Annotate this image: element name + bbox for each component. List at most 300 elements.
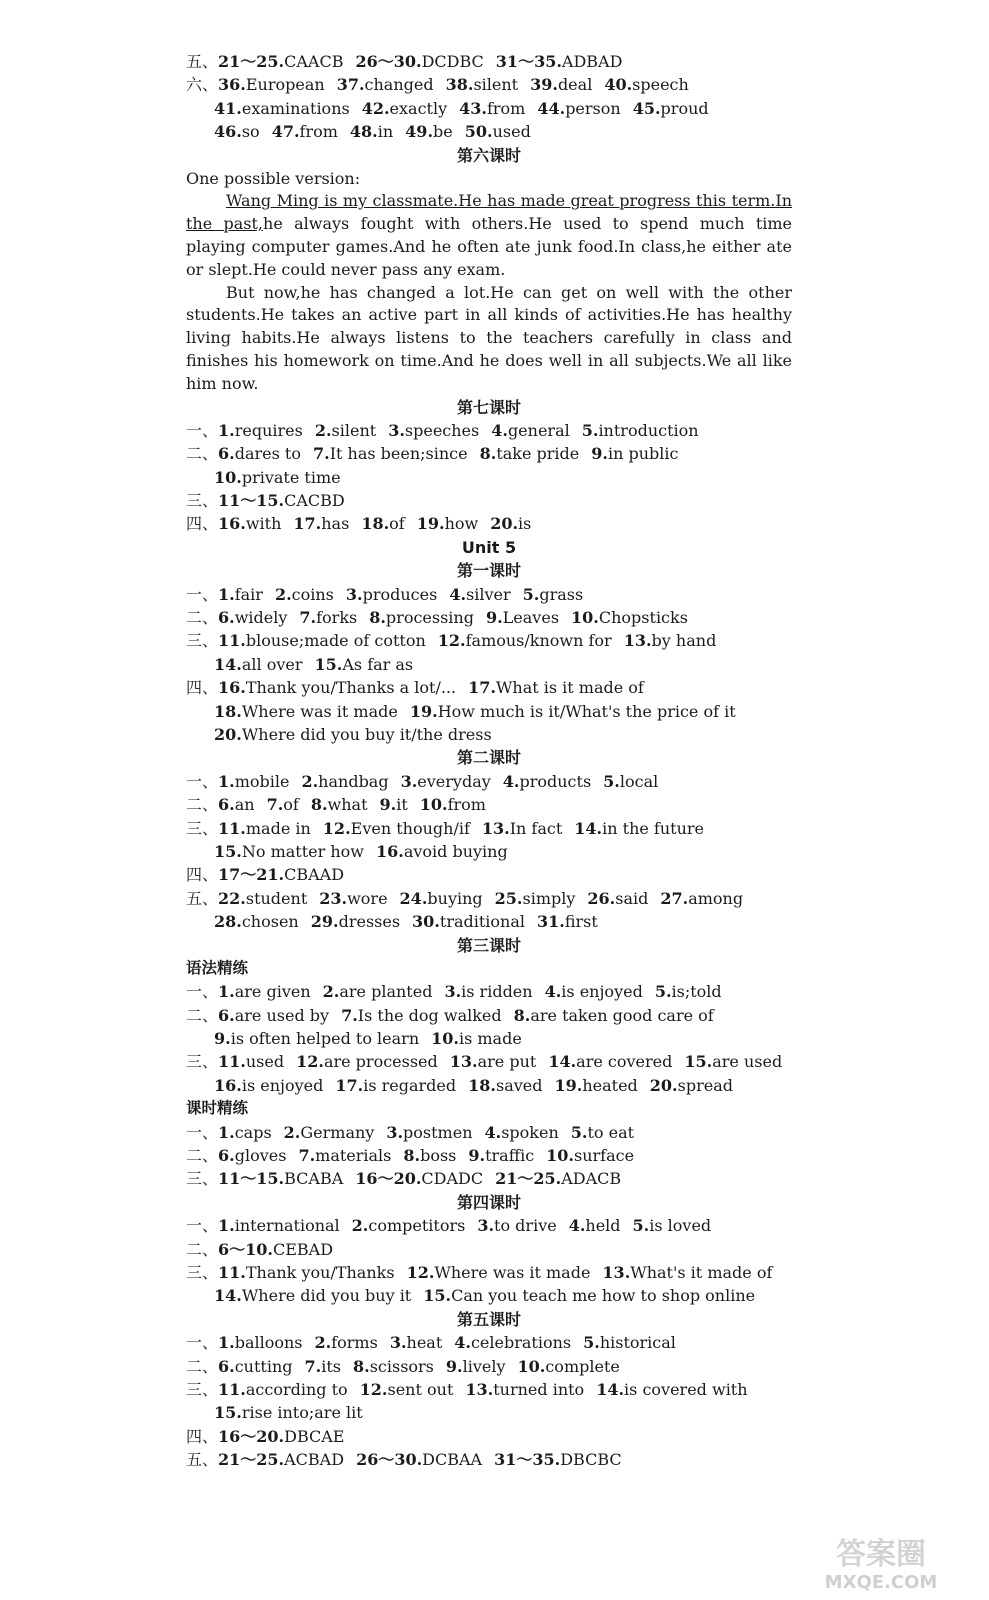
question-number: 21～25. xyxy=(218,1450,285,1470)
answer-line xyxy=(186,629,792,652)
question-number: 13. xyxy=(602,1262,631,1282)
answer-line xyxy=(186,1355,792,1378)
answer-item xyxy=(660,887,743,910)
answer-item xyxy=(602,1261,772,1284)
answer-item xyxy=(214,1027,419,1050)
section-marker: 四、 xyxy=(186,514,219,534)
question-number: 16. xyxy=(218,514,246,534)
question-number: 2. xyxy=(351,1216,369,1236)
answer-item xyxy=(454,1331,571,1354)
answer-text: What is it made of xyxy=(495,678,644,698)
question-number: 44. xyxy=(537,98,566,118)
answer-text: caps xyxy=(234,1122,272,1142)
question-number: 37. xyxy=(336,75,365,95)
answer-text: cutting xyxy=(234,1356,293,1376)
question-number: 9. xyxy=(485,608,503,628)
question-number: 8. xyxy=(352,1356,370,1376)
question-number: 4. xyxy=(449,584,467,604)
question-number: 4. xyxy=(544,982,562,1002)
answer-item xyxy=(311,910,400,933)
answer-text: simply xyxy=(522,888,576,908)
answer-text: is enjoyed xyxy=(561,982,643,1002)
answer-item xyxy=(218,770,289,793)
question-number: 2. xyxy=(301,771,319,791)
essay-intro: One possible version: xyxy=(186,168,361,188)
answer-item xyxy=(604,73,689,96)
lesson-heading: 第七课时 xyxy=(456,397,521,417)
question-number: 24. xyxy=(399,888,428,908)
answer-text: in the future xyxy=(602,818,704,838)
answer-line xyxy=(186,1144,792,1167)
question-number: 7. xyxy=(341,1005,358,1025)
question-number: 28. xyxy=(214,912,242,932)
section-subheading: 课时精练 xyxy=(186,1099,249,1118)
question-number: 6. xyxy=(218,1005,235,1025)
answer-item xyxy=(655,980,722,1003)
answer-line xyxy=(186,1214,792,1237)
answer-line xyxy=(186,887,792,910)
answer-text: traffic xyxy=(485,1146,535,1166)
question-number: 14. xyxy=(214,1286,242,1306)
answer-text: CEBAD xyxy=(273,1239,334,1259)
answer-text: materials xyxy=(315,1146,392,1166)
question-number: 2. xyxy=(283,1122,301,1142)
answer-text: ADBAD xyxy=(561,52,623,71)
answer-text: produces xyxy=(362,584,438,604)
answer-item xyxy=(214,840,364,863)
answer-item xyxy=(299,606,357,629)
answer-item xyxy=(315,419,376,442)
question-number: 5. xyxy=(522,584,540,604)
answer-item xyxy=(554,1074,637,1097)
question-number: 17～21. xyxy=(218,865,285,885)
answer-item xyxy=(401,770,491,793)
answer-item xyxy=(355,1167,483,1190)
answer-text: famous/known for xyxy=(465,631,612,651)
answer-line xyxy=(186,1284,792,1307)
answer-item xyxy=(319,887,387,910)
answer-text: requires xyxy=(234,420,303,440)
answer-item xyxy=(337,73,434,96)
answer-item xyxy=(214,1401,363,1424)
answer-item xyxy=(218,442,301,465)
answer-line xyxy=(186,1004,792,1027)
answer-text: forks xyxy=(316,608,358,628)
answer-item xyxy=(468,1144,534,1167)
answer-text: chosen xyxy=(241,912,299,932)
answer-item xyxy=(355,50,483,73)
answer-text: DCDBC xyxy=(421,52,484,71)
answer-text: all over xyxy=(241,654,303,674)
question-number: 36. xyxy=(218,75,246,95)
question-number: 6. xyxy=(218,795,235,815)
answer-text: from xyxy=(447,795,486,815)
answer-text: turned into xyxy=(493,1379,585,1399)
answer-text: among xyxy=(688,888,744,908)
answer-item xyxy=(218,1425,344,1448)
answer-text: complete xyxy=(545,1356,620,1376)
answer-item xyxy=(218,1238,333,1261)
question-number: 12. xyxy=(406,1262,435,1282)
answer-item xyxy=(214,700,398,723)
answer-line xyxy=(186,723,792,746)
question-number: 2. xyxy=(314,1333,332,1353)
question-number: 11. xyxy=(218,1262,246,1282)
answer-item xyxy=(380,793,408,816)
answer-text: are put xyxy=(477,1052,537,1072)
answer-item xyxy=(482,817,562,840)
answer-text: used xyxy=(492,122,531,142)
answer-item xyxy=(214,120,260,143)
section-marker: 一、 xyxy=(186,1333,219,1353)
question-number: 13. xyxy=(465,1379,494,1399)
answer-line xyxy=(186,466,792,489)
answer-text: heat xyxy=(406,1333,443,1353)
question-number: 1. xyxy=(218,1333,235,1353)
answer-item xyxy=(218,887,307,910)
answer-item xyxy=(684,1050,782,1073)
answer-item xyxy=(218,793,255,816)
question-number: 3. xyxy=(388,420,405,440)
answer-item xyxy=(390,1331,442,1354)
answer-item xyxy=(480,442,580,465)
question-number: 16. xyxy=(375,841,404,861)
answer-line xyxy=(186,442,792,465)
lesson-heading: 第五课时 xyxy=(456,1309,521,1329)
question-number: 10. xyxy=(571,608,599,628)
answer-text: speech xyxy=(632,75,689,95)
answer-item xyxy=(214,97,350,120)
answer-line xyxy=(186,120,792,143)
answer-line xyxy=(186,1331,792,1354)
answer-item xyxy=(353,1355,434,1378)
watermark-logo xyxy=(781,1530,981,1594)
answer-item xyxy=(587,887,648,910)
answer-item xyxy=(569,1214,621,1237)
lesson-heading: 第六课时 xyxy=(456,145,521,165)
watermark-logo-text: 答案圈 xyxy=(836,1537,926,1572)
answer-text: dares to xyxy=(234,444,301,464)
answer-text: is enjoyed xyxy=(241,1075,324,1095)
underlined-sentence: Wang Ming is my classmate.He has made great progress this term.In the past, xyxy=(186,191,792,234)
answer-text: everyday xyxy=(417,771,491,791)
answer-item xyxy=(218,1448,344,1471)
answer-line xyxy=(186,840,792,863)
section-marker: 三、 xyxy=(186,1052,219,1072)
answer-item xyxy=(545,980,643,1003)
question-number: 19. xyxy=(554,1075,583,1095)
essay-paragraph: But now,he has changed a lot.He can get on well with the other students.He takes an active part in all kinds of activities.He has healthy living habits.He always listens to the teachers carefully in class and finishes his homework on time.And he does well in all subjects.We all like him now. xyxy=(186,282,792,393)
answer-item xyxy=(431,1027,522,1050)
answer-item xyxy=(369,606,474,629)
question-number: 1. xyxy=(218,1216,235,1236)
answer-item xyxy=(410,700,736,723)
question-number: 6. xyxy=(218,608,235,628)
answer-key-page xyxy=(186,50,792,1471)
answer-line xyxy=(186,653,792,676)
answer-item xyxy=(218,817,311,840)
answer-text: speeches xyxy=(404,420,480,440)
answer-item xyxy=(218,1261,395,1284)
question-number: 4. xyxy=(454,1333,471,1353)
question-number: 12. xyxy=(296,1052,324,1072)
question-number: 19. xyxy=(409,701,438,721)
answer-item xyxy=(218,1167,343,1190)
answer-text: competitors xyxy=(368,1216,466,1236)
question-number: 11. xyxy=(218,1379,246,1399)
answer-text: private time xyxy=(241,467,341,487)
answer-text: from xyxy=(486,98,526,118)
answer-item xyxy=(218,489,345,512)
question-number: 11. xyxy=(218,631,246,651)
answer-text: are used by xyxy=(234,1005,330,1025)
answer-text: mobile xyxy=(234,771,290,791)
answer-text: are covered xyxy=(576,1052,673,1072)
question-number: 25. xyxy=(494,888,523,908)
answer-line xyxy=(186,489,792,512)
answer-item xyxy=(444,980,532,1003)
answer-item xyxy=(446,1355,506,1378)
answer-text: is xyxy=(518,514,532,534)
answer-item xyxy=(603,770,658,793)
answer-text: are planted xyxy=(339,982,433,1002)
question-number: 9. xyxy=(379,795,397,815)
answer-item xyxy=(459,97,525,120)
answer-text: are given xyxy=(234,982,311,1002)
answer-line xyxy=(186,1238,792,1261)
answer-line xyxy=(186,1050,792,1073)
question-number: 20. xyxy=(649,1075,678,1095)
question-number: 15. xyxy=(423,1286,452,1306)
question-number: 26～30. xyxy=(355,52,422,71)
answer-text: CBAAD xyxy=(284,865,345,885)
answer-item xyxy=(423,1284,755,1307)
answer-text: Where did you buy it/the dress xyxy=(241,724,492,744)
answer-text: wore xyxy=(347,888,388,908)
answer-line xyxy=(186,606,792,629)
question-number: 20. xyxy=(490,514,519,534)
question-number: 13. xyxy=(623,631,652,651)
answer-text: is;told xyxy=(671,982,722,1002)
answer-item xyxy=(633,97,709,120)
question-number: 5. xyxy=(570,1122,588,1142)
answer-text: scissors xyxy=(369,1356,434,1376)
answer-text: surface xyxy=(574,1146,635,1166)
question-number: 14. xyxy=(548,1052,577,1072)
question-number: 3. xyxy=(444,982,462,1002)
answer-text: spoken xyxy=(501,1122,559,1142)
answer-item xyxy=(218,1050,284,1073)
question-number: 3. xyxy=(386,1122,404,1142)
answer-item xyxy=(490,512,531,535)
section-marker: 二、 xyxy=(186,1239,219,1259)
answer-text: It has been;since xyxy=(329,444,468,464)
answer-text: are used xyxy=(712,1052,783,1072)
answer-item xyxy=(218,676,456,699)
question-number: 5. xyxy=(603,771,620,791)
answer-item xyxy=(218,73,325,96)
answer-item xyxy=(356,1448,482,1471)
question-number: 8. xyxy=(403,1146,421,1166)
answer-text: historical xyxy=(599,1333,676,1353)
answer-item xyxy=(582,419,699,442)
question-number: 2. xyxy=(314,420,332,440)
answer-item xyxy=(218,50,343,73)
answer-item xyxy=(346,583,437,606)
answer-text: in public xyxy=(607,444,679,464)
answer-item xyxy=(360,1378,454,1401)
section-marker: 一、 xyxy=(186,1216,219,1236)
answer-item xyxy=(465,120,531,143)
answer-text: CAACB xyxy=(284,52,344,71)
answer-item xyxy=(596,1378,747,1401)
answer-item xyxy=(272,120,338,143)
question-number: 5. xyxy=(583,1333,600,1353)
answer-text: DBCAE xyxy=(284,1426,345,1446)
answer-text: ACBAD xyxy=(284,1450,345,1470)
answer-item xyxy=(438,629,612,652)
question-number: 15. xyxy=(314,654,343,674)
question-number: 41. xyxy=(214,98,242,118)
answer-item xyxy=(305,1355,341,1378)
question-number: 50. xyxy=(464,122,493,142)
answer-text: are taken good care of xyxy=(530,1005,714,1025)
question-number: 3. xyxy=(400,771,418,791)
answer-item xyxy=(315,1331,378,1354)
answer-item xyxy=(218,512,281,535)
question-number: 15. xyxy=(684,1052,713,1072)
answer-item xyxy=(218,1331,303,1354)
answer-line xyxy=(186,97,792,120)
answer-text: person xyxy=(565,98,621,118)
answer-text: in xyxy=(377,122,394,142)
question-number: 16～20. xyxy=(355,1169,422,1189)
question-number: 47. xyxy=(271,122,300,142)
answer-text: handbag xyxy=(318,771,389,791)
question-number: 48. xyxy=(349,122,378,142)
answer-text: of xyxy=(283,795,299,815)
answer-text: Germany xyxy=(300,1122,375,1142)
answer-text: take pride xyxy=(496,444,580,464)
answer-text: proud xyxy=(660,98,709,118)
answer-text: grass xyxy=(539,584,584,604)
answer-text: held xyxy=(585,1216,621,1236)
answer-item xyxy=(495,1167,621,1190)
question-number: 12. xyxy=(359,1379,388,1399)
answer-text: processing xyxy=(385,608,474,628)
answer-item xyxy=(284,1121,375,1144)
answer-item xyxy=(214,910,299,933)
answer-text: ADACB xyxy=(561,1169,622,1189)
answer-item xyxy=(449,583,510,606)
answer-line xyxy=(186,817,792,840)
answer-item xyxy=(591,442,678,465)
question-number: 8. xyxy=(513,1005,531,1025)
answer-text: is loved xyxy=(649,1216,712,1236)
question-number: 30. xyxy=(412,912,440,932)
answer-line xyxy=(186,512,792,535)
answer-line xyxy=(186,50,792,73)
answer-text: heated xyxy=(582,1075,638,1095)
answer-line xyxy=(186,1074,792,1097)
answer-text: gloves xyxy=(234,1146,287,1166)
question-number: 42. xyxy=(361,98,390,118)
answer-text: according to xyxy=(245,1379,348,1399)
answer-text: are processed xyxy=(323,1052,438,1072)
answer-item xyxy=(571,1121,634,1144)
answer-item xyxy=(323,817,470,840)
answer-line xyxy=(186,1027,792,1050)
question-number: 16～20. xyxy=(218,1426,285,1446)
section-subheading: 语法精练 xyxy=(186,958,249,977)
answer-item xyxy=(301,770,388,793)
question-number: 2. xyxy=(274,584,292,604)
answer-item xyxy=(468,676,644,699)
answer-item xyxy=(518,1355,620,1378)
question-number: 29. xyxy=(310,912,339,932)
question-number: 18. xyxy=(468,1075,496,1095)
answer-text: DBCBC xyxy=(560,1450,622,1470)
section-marker: 三、 xyxy=(186,1262,219,1282)
section-marker: 一、 xyxy=(186,982,219,1002)
question-number: 10. xyxy=(431,1029,459,1049)
answer-text: fair xyxy=(234,584,263,604)
question-number: 20. xyxy=(214,724,242,744)
answer-item xyxy=(218,419,303,442)
answer-item xyxy=(214,466,341,489)
lesson-heading: 第二课时 xyxy=(456,748,521,768)
answer-item xyxy=(335,1074,456,1097)
question-number: 5. xyxy=(581,420,599,440)
answer-text: made in xyxy=(245,818,311,838)
answer-item xyxy=(275,583,334,606)
section-marker: 四、 xyxy=(186,678,219,698)
question-number: 39. xyxy=(530,75,558,95)
question-number: 16. xyxy=(214,1075,242,1095)
question-number: 26～30. xyxy=(356,1450,423,1470)
question-number: 23. xyxy=(319,888,348,908)
answer-item xyxy=(546,1144,634,1167)
answer-line xyxy=(186,1448,792,1471)
answer-text: Even though/if xyxy=(350,818,470,838)
section-marker: 二、 xyxy=(186,1356,219,1376)
answer-line xyxy=(186,1167,792,1190)
section-marker: 一、 xyxy=(186,420,219,440)
answer-item xyxy=(214,723,492,746)
answer-item xyxy=(574,817,704,840)
answer-text: spread xyxy=(677,1075,733,1095)
answer-item xyxy=(412,910,525,933)
answer-text: balloons xyxy=(234,1333,303,1353)
answer-item xyxy=(350,120,393,143)
question-number: 5. xyxy=(632,1216,650,1236)
answer-line xyxy=(186,676,792,699)
answer-text: coins xyxy=(291,584,334,604)
answer-text: silent xyxy=(331,420,377,440)
question-number: 1. xyxy=(218,420,235,440)
answer-item xyxy=(530,73,592,96)
answer-text: BCABA xyxy=(284,1169,344,1189)
answer-text: avoid buying xyxy=(403,841,508,861)
question-number: 14. xyxy=(214,654,242,674)
answer-item xyxy=(407,1261,591,1284)
section-marker: 三、 xyxy=(186,818,219,838)
answer-text: of xyxy=(389,514,405,534)
question-number: 22. xyxy=(218,888,246,908)
answer-item xyxy=(218,583,263,606)
question-number: 8. xyxy=(369,608,386,628)
question-number: 10. xyxy=(546,1146,574,1166)
